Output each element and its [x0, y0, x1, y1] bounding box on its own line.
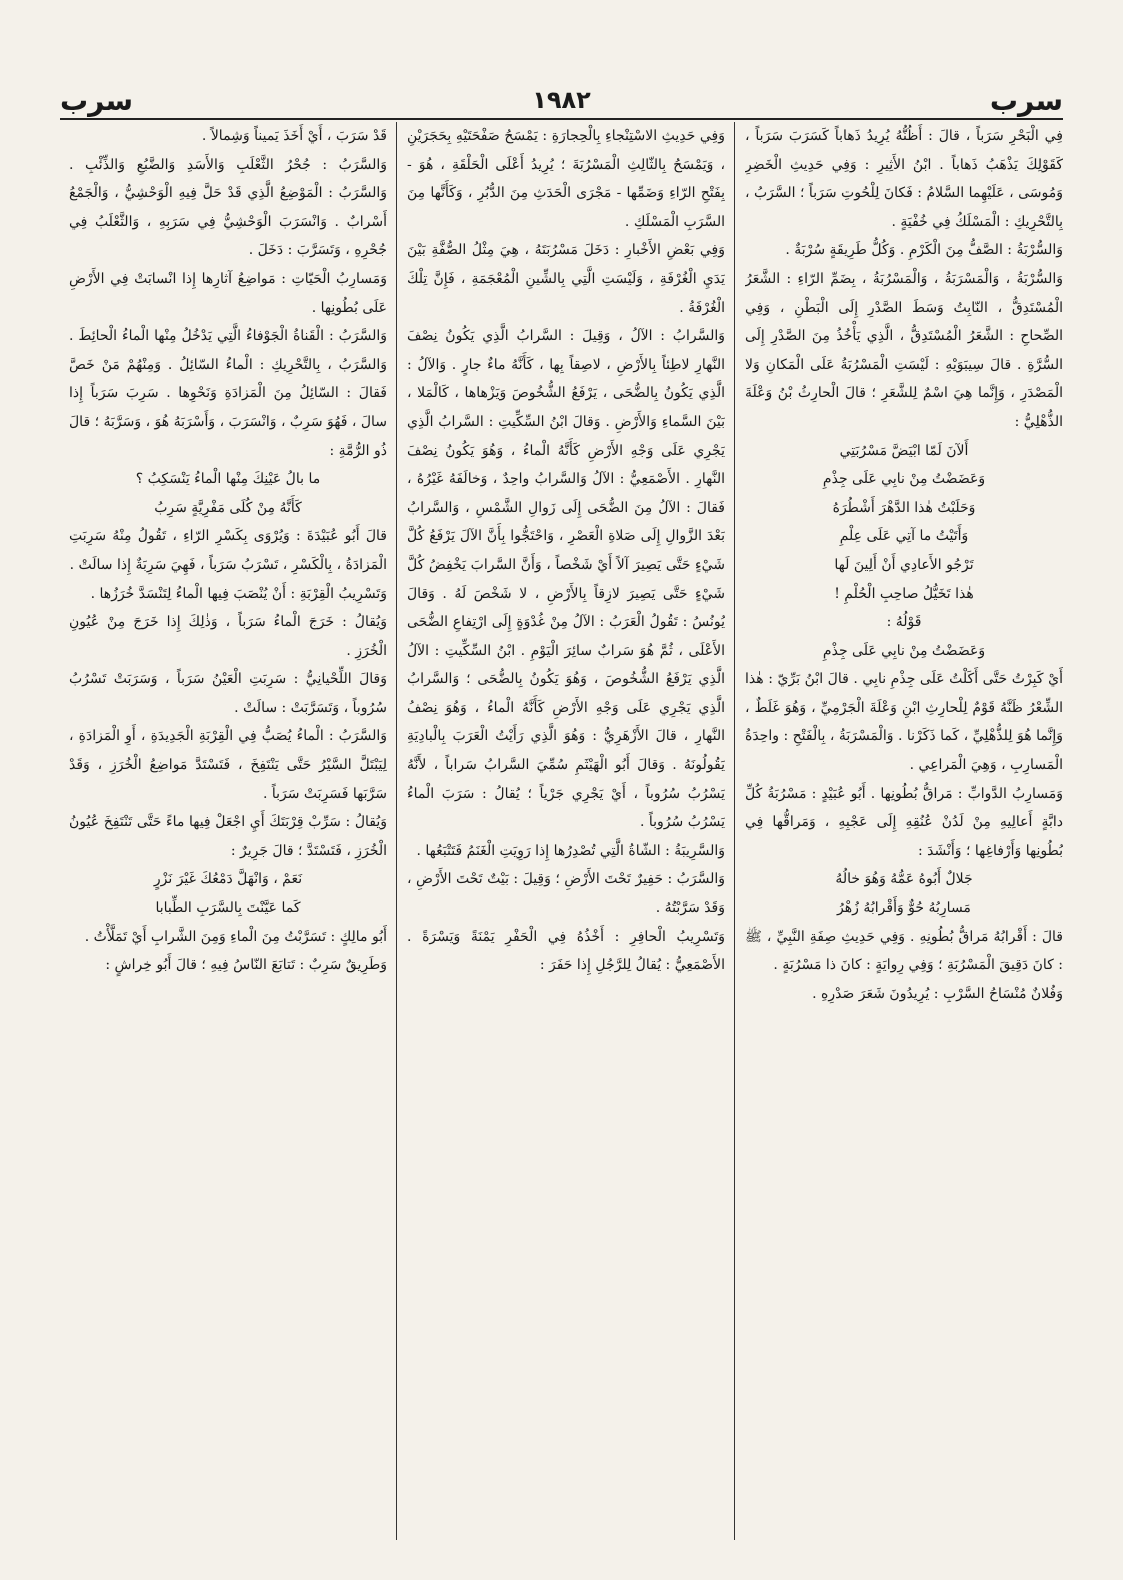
- paragraph: وَتَسْرِيبُ الْحافِرِ : أَخْذُهُ فِي الْحَفْرِ يَمْنَةً وَيَسْرَةً . الأَصْمَعِيُّ : يُقالُ لِلرَّجُلِ إِذا حَفَرَ :: [407, 928, 725, 974]
- paragraph: وَالسَّرَبُ : الْماءُ يُصَبُّ فِي الْقِرْبَةِ الْجَدِيدَةِ ، أَوِ الْمَزادَةِ ، لِيَبْتَلَّ السَّيْرُ حَتَّى يَنْتَفِخَ ، فَتَسْتَدَّ مَواضِعُ الْخُرَزِ ، وَقَدْ سَرَّبَها فَسَرِبَتْ سَرَباً .: [69, 728, 387, 802]
- paragraph: وَعَضَضْتُ مِنْ نابِي عَلَى جِذْمِ: [822, 471, 986, 488]
- paragraph: وَالسَّرَبُ : جُحْرُ الثَّعْلَبِ وَالأَسَدِ وَالضَّبُعِ وَالذِّئْبِ . وَالسَّرَبُ : الْمَوْضِعُ الَّذِي قَدْ حَلَّ فِيهِ الْوَحْشِيُّ ، وَالْجَمْعُ أَسْرابٌ . وَانْسَرَبَ الْوَحْشِيُّ فِي سَرَبِهِ ، وَالثَّعْلَبُ فِي جُحْرِهِ ، وَتَسَرَّبَ : دَخَلَ .: [69, 156, 387, 259]
- paragraph: وَفُلانٌ مُنْسَاحُ السَّرْبِ : يُرِيدُونَ شَعَرَ صَدْرِهِ .: [812, 985, 1063, 1002]
- paragraph: أَلآنَ لَمّا ابْيَضَّ مَسْرُبَتِي: [839, 442, 969, 459]
- paragraph: قَدْ سَرَبَ ، أَيْ أَخَذَ يَميناً وَشِمالاً .: [201, 128, 387, 144]
- paragraph: تَرْجُو الأَعادِي أَنْ أَلِينَ لَها: [834, 556, 974, 573]
- paragraph: وَحَلَبْتُ هٰذا الدَّهْرَ أَشْطُرَهُ: [832, 499, 976, 516]
- paragraph: وَيُقالُ : خَرَجَ الْماءُ سَرَباً ، وَذٰلِكَ إِذا خَرَجَ مِنْ عُيُونِ الْخُرَزِ .: [69, 614, 387, 659]
- paragraph: وَالسَّرابُ : الآلُ ، وَقِيلَ : السَّرابُ الَّذِي يَكُونُ نِصْفَ النَّهارِ لاطِئاً بِالأَرْضِ ، لاصِقاً بِها ، كَأَنَّهُ ماءٌ جارٍ . وَالآلُ : الَّذِي يَكُونُ بِالضُّحَى ، يَرْفَعُ الشُّخُوصَ وَيَزْهاها ، كَالْمَلا ، بَيْنَ السَّماءِ وَالأَرْضِ . وَقالَ ابْنُ السِّكِّيتِ : السَّرابُ الَّذِي يَجْرِي عَلَى وَجْهِ الأَرْضِ كَأَنَّهُ الْماءُ ، وَهُوَ يَكُونُ نِصْفَ النَّهارِ . الأَصْمَعِيُّ : الآلُ وَالسَّرابُ واحِدٌ ، وَخالَفَهُ غَيْرُهُ ، فَقالَ : الآلُ مِنَ الضُّحَى إِلَى زَوالِ الشَّمْسِ ، وَالسَّرابُ بَعْدَ الزَّوالِ إِلَى صَلاةِ الْعَصْرِ ، وَاحْتَجُّوا بِأَنَّ الآلَ يَرْفَعُ كُلَّ شَيْءٍ حَتَّى يَصِيرَ آلاً أَيْ شَخْصاً ، وَأَنَّ السَّرابَ يَخْفِضُ كُلَّ شَيْءٍ حَتَّى يَصِيرَ لازِقاً بِالأَرْضِ ، لا شَخْصَ لَهُ . وَقالَ يُونُسُ : تَقُولُ الْعَرَبُ : الآلُ مِنْ غُدْوَةٍ إِلَى ارْتِفاعِ الضُّحَى الأَعْلَى ، ثُمَّ هُوَ سَرابٌ سائِرَ الْيَوْمِ . ابْنُ السِّكِّيتِ : الآلُ الَّذِي يَرْفَعُ الشُّخُوصَ ، وَهُوَ يَكُونُ بِالضُّحَى ؛ وَالسَّرابُ الَّذِي يَجْرِي عَلَى وَجْهِ الأَرْضِ كَأَنَّهُ الْماءُ ، وَهُوَ نِصْفُ النَّهارِ ، قالَ الأَزْهَرِيُّ : وَهُوَ الَّذِي رَأَيْتُ الْعَرَبَ بِالْبادِيَةِ يَقُولُونَهُ . وَقالَ أَبُو الْهَيْثَمِ سُمِّيَ السَّرابُ سَراباً ، لأَنَّهُ يَسْرُبُ سُرُوباً ، أَيْ يَجْرِي جَرْياً ؛ يُقالُ : سَرَبَ الْماءُ يَسْرُبُ سُرُوباً .: [407, 328, 725, 831]
- page-number: ١٩٨٢: [532, 86, 591, 114]
- paragraph: قالَ : أَقْرابُهُ مَراقُّ بُطُونِهِ . وَفِي حَدِيثِ صِفَةِ النَّبِيِّ ، ﷺ : كانَ دَقِيقَ الْمَسْرُبَةِ ؛ وَفِي رِوايَةٍ : كانَ ذا مَسْرُبَةٍ .: [745, 928, 1063, 974]
- paragraph: وَقالَ اللِّحْيانِيُّ : سَرِبَتِ الْعَيْنُ سَرَباً ، وَسَرَبَتْ تَسْرُبُ سُرُوباً ، وَتَسَرَّبَتْ : سالَتْ .: [69, 671, 387, 716]
- page-header: [60, 82, 1063, 120]
- paragraph: وَيُقالُ : سَرِّبْ قِرْبَتَكَ أَيِ اجْعَلْ فِيها ماءً حَتَّى تَنْتَفِخَ عُيُونُ الْخُرَزِ ، فَتَسْتَدَّ ؛ قالَ جَرِيرٌ :: [69, 814, 387, 859]
- paragraph: ما بالُ عَيْنِكَ مِنْها الْماءُ يَنْسَكِبُ ؟: [135, 471, 321, 488]
- paragraph: وَتَسْرِيبُ الْقِرْبَةِ : أَنْ يُنْصَبَ فِيها الْماءُ لِتَنْسَدَّ خُرَزُها .: [90, 585, 387, 602]
- paragraph: هٰذا تَخَيُّلُ صاحِبِ الْحُلْمِ !: [834, 585, 974, 602]
- paragraph: فِي الْبَحْرِ سَرَباً ، قالَ : أَظُنُّهُ يُرِيدُ ذَهاباً كَسَرَبَ سَرَباً ، كَقَوْلِكَ يَذْهَبُ ذَهاباً . ابْنُ الأَثِيرِ : وَفِي حَدِيثِ الْخَضِرِ وَمُوسَى ، عَلَيْهِما السَّلامُ : فَكانَ لِلْحُوتِ سَرَباً ؛ السَّرَبُ ، بِالتَّحْرِيكِ : الْمَسْلَكُ فِي خُفْيَةٍ .: [745, 128, 1063, 230]
- paragraph: مَسارِبُهُ حُوٌّ وَأَقْرابُهُ زُهْرُ: [837, 900, 971, 917]
- column-divider: [396, 122, 397, 1540]
- paragraph: كَأَنَّهُ مِنْ كُلَى مَفْرِيَّةٍ سَرِبُ: [154, 499, 302, 516]
- paragraph: كَما عَيَّنْتَ بِالسَّرَبِ الطِّبابا: [155, 900, 301, 917]
- paragraph: وَفِي حَدِيثِ الاسْتِنْجاءِ بِالْحِجارَةِ : يَمْسَحُ صَفْحَتَيْهِ بِحَجَرَيْنِ ، وَيَمْسَحُ بِالثّالِثِ الْمَسْرُبَةَ ؛ يُرِيدُ أَعْلَى الْحَلْقَةِ ، هُوَ - بِفَتْحِ الرّاءِ وَضَمِّها - مَجْرَى الْحَدَثِ مِنَ الدُّبُرِ ، وَكَأَنَّها مِنَ السَّرَبِ الْمَسْلَكِ .: [407, 128, 725, 230]
- paragraph: وَالسَّرَبُ : حَفِيرٌ تَحْتَ الأَرْضِ ؛ وَقِيلَ : بَيْتٌ تَحْتَ الأَرْضِ ، وَقَدْ سَرَّبْتُهُ .: [407, 871, 725, 917]
- paragraph: جَلالٌ أَبُوهُ عَمُّهُ وَهُوَ خالُهُ: [835, 871, 973, 888]
- paragraph: وَمَسارِبُ الْحَيّاتِ : مَواضِعُ آثارِها إِذا انْسابَتْ فِي الأَرْضِ عَلَى بُطُونِها .: [69, 270, 387, 316]
- paragraph: وَفِي بَعْضِ الأَخْبارِ : دَخَلَ مَسْرُبَتَهُ ، هِيَ مِثْلُ الصُّفَّةِ بَيْنَ يَدَيِ الْغُرْفَةِ ، وَلَيْسَتِ الَّتِي بِالشِّينِ الْمُعْجَمَةِ ، فَإِنَّ تِلْكَ الْغُرْفَةُ .: [407, 242, 725, 316]
- paragraph: وَالسُّرْبَةُ : الصَّفُّ مِنَ الْكَرْمِ . وَكُلُّ طَرِيقَةٍ سُرْبَةٌ .: [785, 242, 1063, 259]
- paragraph: وَمَسارِبُ الدَّوابِّ : مَراقُّ بُطُونِها . أَبُو عُبَيْدٍ : مَسْرُبَةُ كُلِّ دابَّةٍ أَعالِيهِ مِنْ لَدُنْ عُنُقِهِ إِلَى عَجْبِهِ ، وَمَراقُّها فِي بُطُونِها وَأَرْفاغِها ؛ وَأَنْشَدَ :: [745, 785, 1063, 859]
- paragraph: قالَ أَبُو عُبَيْدَةَ : وَيُرْوَى بِكَسْرِ الرّاءِ ، تَقُولُ مِنْهُ سَرِبَتِ الْمَزادَةُ ، بِالْكَسْرِ ، تَسْرَبُ سَرَباً ، فَهِيَ سَرِبَةٌ إِذا سالَتْ .: [69, 528, 387, 573]
- paragraph: وَالسَّرِيبَةُ : الشّاةُ الَّتِي تُصْدِرُها إِذا رَوِيَتِ الْغَنَمُ فَتَتْبَعُها .: [416, 842, 725, 859]
- column-right: [745, 122, 1063, 1540]
- paragraph: وَأَتَيْتُ ما آتِي عَلَى عِلْمِ: [839, 528, 969, 545]
- headword-left: سرب: [60, 84, 134, 117]
- paragraph: وَطَرِيقٌ سَرِبٌ : تَتابَعَ النّاسُ فِيهِ ؛ قالَ أَبُو خِراشٍ :: [105, 957, 387, 974]
- text-columns: [60, 122, 1063, 1540]
- paragraph: نَعَمْ ، وَانْهَلَّ دَمْعُكَ غَيْرَ نَزْرٍ: [153, 871, 303, 888]
- column-divider: [734, 122, 735, 1540]
- headword-right: سرب: [989, 84, 1063, 117]
- column-left: [69, 122, 387, 1540]
- paragraph: وَعَضَضْتُ مِنْ نابِي عَلَى جِذْمِ: [822, 642, 986, 659]
- paragraph: قَوْلُهُ :: [886, 614, 922, 631]
- paragraph: وَالسَّرَبُ : الْقَناةُ الْجَوْفاءُ الَّتِي يَدْخُلُ مِنْها الْماءُ الْحائِطَ . وَالسَّرَبُ ، بِالتَّحْرِيكِ : الْماءُ السّائِلُ . وَمِنْهُمْ مَنْ خَصَّ فَقالَ : السّائِلُ مِنَ الْمَزادَةِ وَنَحْوِها . سَرِبَ سَرَباً إِذا سالَ ، فَهُوَ سَرِبٌ ، وَانْسَرَبَ ، وَأَسْرَبَهُ هُوَ ، وَسَرَّبَهُ ؛ قالَ ذُو الرُّمَّةِ :: [69, 328, 387, 459]
- column-middle: [407, 122, 725, 1540]
- paragraph: أَبُو مالِكٍ : تَسَرَّبْتُ مِنَ الْماءِ وَمِنَ الشَّرابِ أَيْ تَمَلَّأْتُ .: [84, 928, 387, 945]
- paragraph: وَالسُّرْبَةُ ، وَالْمَسْرَبَةُ ، وَالْمَسْرُبَةُ ، بِضَمِّ الرّاءِ : الشَّعَرُ الْمُسْتَدِقُّ ، النّابِتُ وَسَطَ الصَّدْرِ إِلَى الْبَطْنِ ، وَفِي الصِّحاحِ : الشَّعَرُ الْمُسْتَدِقُّ ، الَّذِي يَأْخُذُ مِنَ الصَّدْرِ إِلَى السُّرَّةِ . قالَ سِيبَوَيْهِ : لَيْسَتِ الْمَسْرُبَةُ عَلَى الْمَكانِ وَلا الْمَصْدَرِ ، وَإِنَّما هِيَ اسْمٌ لِلشَّعَرِ ؛ قالَ الْحارِثُ بْنُ وَعْلَةَ الذُّهْلِيُّ :: [745, 270, 1063, 430]
- paragraph: أَيْ كَبِرْتُ حَتَّى أَكَلْتُ عَلَى جِذْمِ نابِي . قالَ ابْنُ بَرِّيّ : هٰذا الشِّعْرُ ظَنَّهُ قَوْمٌ لِلْحارِثِ ابْنِ وَعْلَةَ الْجَرْمِيِّ ، وَهُوَ غَلَطٌ ، وَإِنَّما هُوَ لِلذُّهْلِيِّ ، كَما ذَكَرْنا . وَالْمَسْرَبَةُ ، بِالْفَتْحِ : واحِدَةُ الْمَسارِبِ ، وَهِيَ الْمَراعِي .: [745, 671, 1063, 774]
